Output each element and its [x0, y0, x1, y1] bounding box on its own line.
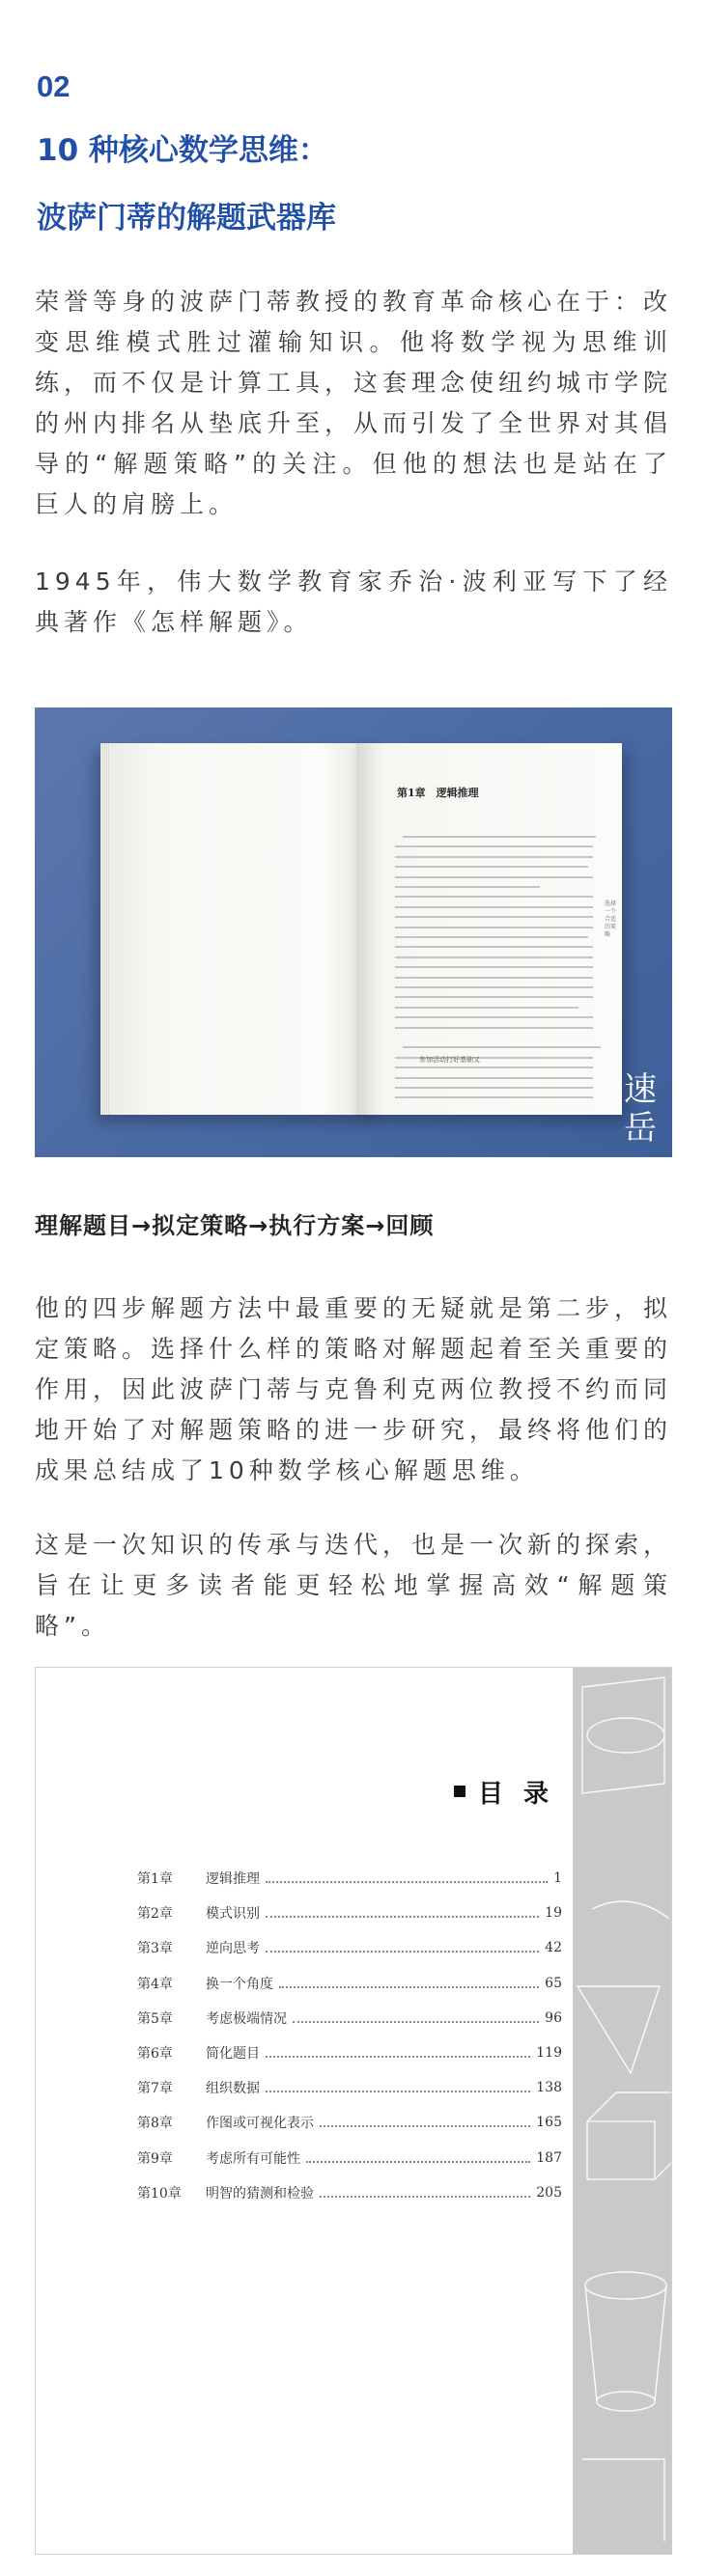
book-text-line: [395, 866, 588, 868]
toc-page-number: 138: [536, 2080, 562, 2096]
toc-chapter-number: 第7章: [137, 2081, 173, 2097]
table-of-contents-photo: [35, 1667, 672, 2555]
book-text-line: [395, 966, 593, 968]
toc-chapter-name: 逻辑推理: [206, 1871, 260, 1888]
book-text-line: [395, 845, 593, 847]
toc-chapter-name: 考虑极端情况: [206, 2010, 287, 2027]
section-number: 02: [37, 69, 70, 103]
toc-page-number: 65: [545, 1975, 562, 1991]
toc-chapter-number: 第9章: [137, 2150, 173, 2167]
geometry-decoration-strip: [573, 1668, 671, 2554]
toc-row: [137, 1930, 562, 1965]
toc-page-number: 119: [536, 2045, 562, 2062]
toc-leader-dots: [266, 1916, 539, 1918]
toc-chapter-number: 第3章: [137, 1941, 173, 1957]
toc-row: [137, 1966, 562, 2001]
book-text-line: [395, 1016, 593, 1018]
book-text-line: [403, 1046, 601, 1048]
toc-chapter-number: 第5章: [137, 2010, 173, 2027]
book-signature-line: 参加活动打好基础又: [419, 1056, 480, 1064]
toc-chapter-number: 第6章: [137, 2046, 173, 2063]
book-text-line: [395, 1087, 593, 1089]
toc-leader-dots: [320, 2196, 530, 2198]
book-text-line: [395, 946, 593, 948]
toc-row: [137, 2175, 562, 2210]
book-chapter-heading: 第1章 逻辑推理: [397, 787, 479, 799]
intro-paragraph: 荣誉等身的波萨门蒂教授的教育革命核心在于：改变思维模式胜过灌输知识。他将数学视为思维训练，而不仅是计算工具，这套理念使纽约城市学院的州内排名从垫底升至，从而引发了全世界对其倡导的“解题策略”的关注。但他的想法也是站在了巨人的肩膀上。: [35, 288, 673, 518]
toc-page-number: 187: [536, 2149, 562, 2166]
book-text-line: [395, 977, 593, 979]
toc-row: [137, 1861, 562, 1896]
toc-row: [137, 2070, 562, 2105]
toc-row: [137, 2036, 562, 2070]
book-text-line: [395, 1066, 593, 1068]
toc-chapter-number: 第8章: [137, 2116, 173, 2132]
toc-chapter-name: 明智的猜测和检验: [206, 2185, 314, 2202]
toc-page-number: 1: [553, 1870, 562, 1887]
toc-leader-dots: [320, 2125, 530, 2127]
book-text-line: [395, 936, 588, 938]
book-text-line: [395, 906, 593, 908]
book-text-line: [395, 856, 593, 858]
book-text-line: [395, 1096, 593, 1098]
toc-chapter-name: 组织数据: [206, 2081, 260, 2097]
toc-chapter-name: 作图或可视化表示: [206, 2116, 314, 2132]
toc-row: [137, 2001, 562, 2036]
section-title-line1: 10 种核心数学思维：: [37, 133, 328, 168]
calligraphy-stamp: 速岳: [624, 1070, 657, 1148]
toc-chapter-name: 简化题目: [206, 2046, 260, 2063]
book-text-line: [395, 927, 593, 928]
book-page-edges: [100, 743, 110, 1115]
book-text-line: [395, 876, 593, 878]
toc-leader-dots: [279, 1986, 539, 1988]
strategy-paragraph: 他的四步解题方法中最重要的无疑就是第二步，拟定策略。选择什么样的策略对解题起着至关重要的作用，因此波萨门蒂与克鲁利克两位教授不约而同地开始了对解题策略的进一步研究，最终将他们的成果总结成了10种数学核心解题思维。: [35, 1294, 673, 1484]
toc-list: [137, 1861, 562, 2210]
toc-row: [137, 1896, 562, 1930]
four-steps-heading: 理解题目→拟定策略→执行方案→回顾: [35, 1212, 435, 1239]
book-text-line: [395, 916, 593, 918]
book-text-line: [395, 986, 593, 988]
toc-leader-dots: [306, 2161, 530, 2163]
toc-chapter-number: 第10章: [137, 2185, 182, 2202]
open-book-photo: [35, 707, 672, 1157]
toc-title-marker: [454, 1786, 465, 1797]
toc-chapter-name: 模式识别: [206, 1906, 260, 1923]
toc-title: 目 录: [478, 1780, 555, 1809]
book-text-line: [395, 956, 593, 958]
book-text-line: [395, 1077, 593, 1079]
book-margin-note: 选择一个合适的策略: [605, 900, 617, 938]
section-title-line2: 波萨门蒂的解题武器库: [37, 201, 336, 235]
toc-chapter-number: 第1章: [137, 1871, 173, 1888]
toc-leader-dots: [266, 2056, 530, 2058]
book-text-line: [403, 836, 596, 838]
book-text-line: [395, 886, 540, 888]
toc-chapter-name: 逆向思考: [206, 1941, 260, 1957]
toc-leader-dots: [266, 2091, 530, 2092]
book-text-line: [395, 996, 593, 998]
book-text-line: [395, 896, 593, 898]
toc-page-number: 96: [545, 2009, 562, 2026]
toc-chapter-name: 考虑所有可能性: [206, 2150, 300, 2167]
geometry-sketch-icon: [573, 1668, 671, 2555]
toc-leader-dots: [266, 1881, 548, 1883]
book-text-line: [395, 1027, 593, 1029]
toc-row: [137, 2141, 562, 2175]
toc-page-number: 19: [545, 1905, 562, 1922]
toc-page-number: 42: [545, 1940, 562, 1956]
polya-paragraph: 1945年，伟大数学教育家乔治·波利亚写下了经典著作《怎样解题》。: [35, 568, 672, 636]
closing-paragraph: 这是一次知识的传承与迭代，也是一次新的探索，旨在让更多读者能更轻松地掌握高效“解题策略”。: [35, 1531, 673, 1640]
toc-chapter-number: 第4章: [137, 1976, 173, 1992]
book-left-page: [100, 743, 376, 1115]
toc-row: [137, 2105, 562, 2140]
toc-page-number: 165: [536, 2115, 562, 2131]
toc-chapter-number: 第2章: [137, 1906, 173, 1923]
toc-leader-dots: [266, 1951, 539, 1953]
toc-leader-dots: [293, 2021, 539, 2023]
book-text-line: [395, 1007, 578, 1009]
toc-page-number: 205: [536, 2184, 562, 2201]
toc-chapter-name: 换一个角度: [206, 1976, 273, 1992]
